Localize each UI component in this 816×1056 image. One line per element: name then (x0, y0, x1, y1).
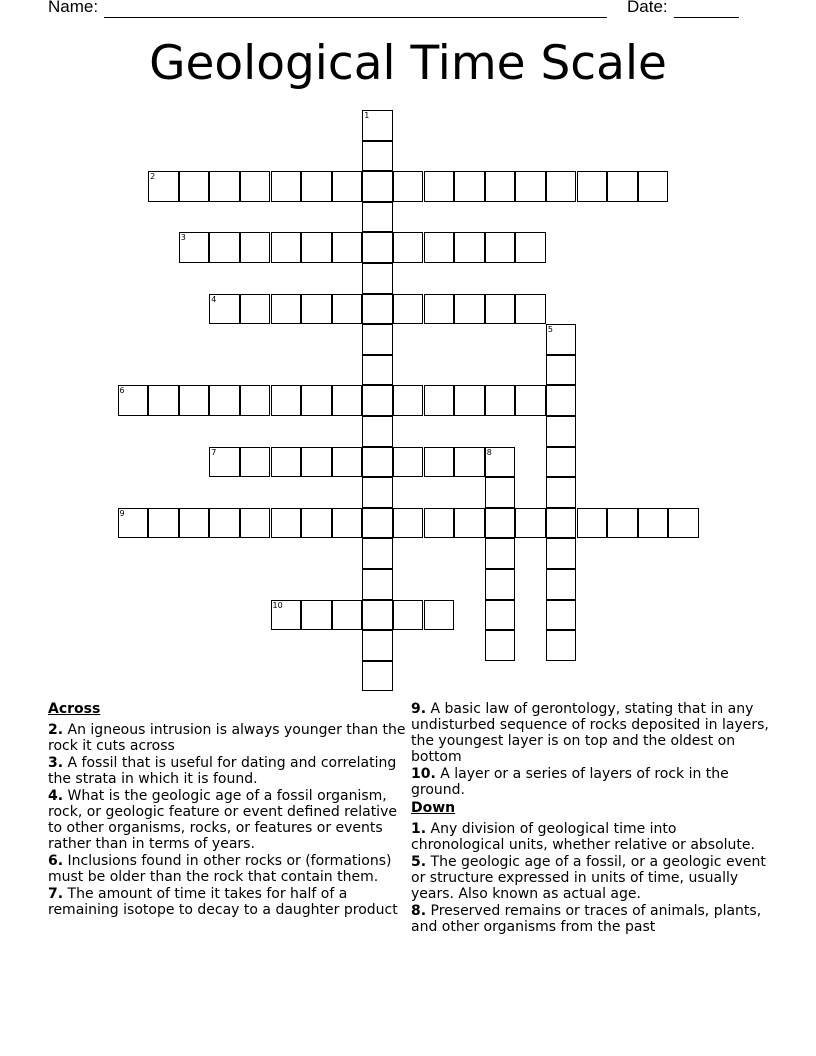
cell-number: 8 (486, 447, 492, 457)
crossword-cell[interactable] (209, 385, 240, 416)
crossword-cell[interactable] (638, 171, 669, 202)
crossword-cell[interactable] (148, 385, 179, 416)
crossword-cell[interactable] (209, 171, 240, 202)
crossword-cell[interactable] (271, 447, 302, 478)
crossword-cell[interactable] (424, 508, 455, 539)
crossword-cell[interactable] (424, 447, 455, 478)
crossword-cell[interactable] (301, 232, 332, 263)
crossword-cell[interactable] (546, 630, 577, 661)
crossword-cell[interactable] (454, 508, 485, 539)
crossword-cell[interactable] (515, 171, 546, 202)
crossword-cell[interactable] (179, 232, 210, 263)
across-clue (48, 788, 408, 852)
crossword-cell[interactable] (424, 171, 455, 202)
crossword-cell[interactable] (607, 171, 638, 202)
crossword-cell[interactable] (332, 171, 363, 202)
crossword-cell[interactable] (454, 447, 485, 478)
crossword-cell[interactable] (546, 171, 577, 202)
cell-number: 5 (547, 325, 553, 335)
crossword-cell[interactable] (362, 569, 393, 600)
clue-text: Inclusions found in other rocks or (formations) must be older than the rock that contain them. (48, 853, 392, 885)
name-label: Name: (48, 0, 99, 16)
crossword-cell[interactable] (362, 447, 393, 478)
crossword-cell[interactable] (393, 171, 424, 202)
crossword-cell[interactable] (362, 600, 393, 631)
crossword-cell[interactable] (515, 232, 546, 263)
cell-number: 4 (211, 294, 217, 304)
across-clue (48, 853, 408, 885)
cell-number: 7 (211, 447, 217, 457)
header (0, 0, 816, 24)
clue-number: 4. (48, 788, 64, 804)
page-title: Geological Time Scale (149, 36, 667, 91)
crossword-cell[interactable] (362, 385, 393, 416)
crossword-cell[interactable] (362, 355, 393, 386)
crossword-cell[interactable] (271, 385, 302, 416)
crossword-cell[interactable] (362, 263, 393, 294)
crossword-cell[interactable] (546, 447, 577, 478)
clue-text: Any division of geological time into chronological units, whether relative or absolute. (411, 821, 755, 853)
clue-text: What is the geologic age of a fossil organism, rock, or geologic feature or event defined relative to other organisms, rocks, or features or events rather than in terms of years. (48, 788, 397, 852)
crossword-cell[interactable] (546, 385, 577, 416)
crossword-cell[interactable] (515, 385, 546, 416)
crossword-cell[interactable] (240, 171, 271, 202)
crossword-cell[interactable] (209, 508, 240, 539)
across-clue (411, 701, 771, 765)
crossword-cell[interactable] (454, 232, 485, 263)
crossword-cell[interactable] (209, 232, 240, 263)
down-heading: Down (411, 800, 456, 816)
clue-number: 9. (411, 701, 427, 717)
crossword-cell[interactable] (485, 171, 516, 202)
crossword-cell[interactable] (148, 171, 179, 202)
crossword-cell[interactable] (393, 600, 424, 631)
crossword-cell[interactable] (515, 508, 546, 539)
crossword-cell[interactable] (454, 294, 485, 325)
clue-number: 10. (411, 766, 436, 782)
crossword-cell[interactable] (362, 661, 393, 692)
crossword-cell[interactable] (362, 202, 393, 233)
clues-left-column (48, 701, 408, 919)
crossword-cell[interactable] (485, 538, 516, 569)
crossword-cell[interactable] (301, 508, 332, 539)
cell-number: 9 (119, 508, 125, 518)
crossword-cell[interactable] (209, 294, 240, 325)
crossword-cell[interactable] (485, 477, 516, 508)
crossword-cell[interactable] (393, 385, 424, 416)
crossword-cell[interactable] (240, 385, 271, 416)
crossword-cell[interactable] (577, 508, 608, 539)
clue-text: A layer or a series of layers of rock in the ground. (411, 766, 729, 798)
crossword-cell[interactable] (179, 171, 210, 202)
crossword-cell[interactable] (393, 447, 424, 478)
clue-text: The geologic age of a fossil, or a geologic event or structure expressed in units of time, usually years. Also known as actual age. (411, 854, 766, 902)
across-clue (48, 755, 408, 787)
crossword-cell[interactable] (362, 110, 393, 141)
cell-number: 6 (119, 386, 125, 396)
crossword-cell[interactable] (546, 538, 577, 569)
crossword-cell[interactable] (485, 508, 516, 539)
cell-number: 2 (150, 172, 156, 182)
crossword-cell[interactable] (424, 385, 455, 416)
name-field[interactable] (104, 17, 607, 18)
crossword-cell[interactable] (179, 385, 210, 416)
crossword-cell[interactable] (362, 171, 393, 202)
across-heading: Across (48, 701, 101, 717)
crossword-cell[interactable] (485, 385, 516, 416)
crossword-cell[interactable] (332, 600, 363, 631)
crossword-cell[interactable] (301, 447, 332, 478)
down-clue-list (411, 821, 771, 935)
crossword-cell[interactable] (301, 294, 332, 325)
crossword-cell[interactable] (424, 294, 455, 325)
crossword-cell[interactable] (240, 294, 271, 325)
crossword-cell[interactable] (240, 508, 271, 539)
crossword-cell[interactable] (485, 294, 516, 325)
clue-text: A basic law of gerontology, stating that in any undisturbed sequence of rocks deposited in layers, the youngest layer is on top and the oldest on bottom (411, 701, 769, 765)
crossword-cell[interactable] (454, 385, 485, 416)
cell-number: 1 (364, 111, 370, 120)
clue-number: 6. (48, 853, 64, 869)
crossword-cell[interactable] (332, 508, 363, 539)
crossword-cell[interactable] (332, 447, 363, 478)
crossword-cell[interactable] (301, 600, 332, 631)
crossword-cell[interactable] (118, 385, 149, 416)
crossword-cell[interactable] (546, 324, 577, 355)
crossword-cell[interactable] (240, 232, 271, 263)
clue-number: 5. (411, 854, 427, 870)
crossword-cell[interactable] (332, 294, 363, 325)
crossword-cell[interactable] (515, 294, 546, 325)
crossword-cell[interactable] (424, 600, 455, 631)
crossword-cell[interactable] (271, 171, 302, 202)
across-clue (48, 722, 408, 754)
crossword-cell[interactable] (362, 508, 393, 539)
crossword-cell[interactable] (393, 294, 424, 325)
across-clue (411, 766, 771, 798)
clue-number: 3. (48, 755, 64, 771)
crossword-cell[interactable] (179, 508, 210, 539)
crossword-cell[interactable] (485, 630, 516, 661)
crossword-cell[interactable] (332, 232, 363, 263)
crossword-cell[interactable] (362, 630, 393, 661)
crossword-cell[interactable] (546, 355, 577, 386)
crossword-cell[interactable] (240, 447, 271, 478)
down-clue (411, 903, 771, 935)
crossword-cell[interactable] (577, 171, 608, 202)
crossword-cell[interactable] (362, 294, 393, 325)
clue-text: The amount of time it takes for half of a remaining isotope to decay to a daughter product (48, 886, 398, 918)
crossword-cell[interactable] (362, 416, 393, 447)
crossword-cell[interactable] (393, 508, 424, 539)
crossword-cell[interactable] (362, 477, 393, 508)
crossword-cell[interactable] (546, 416, 577, 447)
crossword-cell[interactable] (485, 232, 516, 263)
clue-text: An igneous intrusion is always younger than the rock it cuts across (48, 722, 406, 754)
crossword-cell[interactable] (546, 569, 577, 600)
crossword-cell[interactable] (148, 508, 179, 539)
date-field[interactable] (674, 17, 739, 18)
crossword-cell[interactable] (271, 294, 302, 325)
across-clue-list-continued (411, 701, 771, 798)
crossword-cell[interactable] (362, 232, 393, 263)
crossword-cell[interactable] (424, 232, 455, 263)
date-label: Date: (627, 0, 668, 16)
across-clue (48, 886, 408, 918)
crossword-cell[interactable] (546, 477, 577, 508)
crossword-cell[interactable] (485, 447, 516, 478)
down-clue (411, 821, 771, 853)
clues-right-column (411, 701, 771, 936)
clue-text: Preserved remains or traces of animals, plants, and other organisms from the past (411, 903, 762, 935)
crossword-cell[interactable] (362, 538, 393, 569)
clue-number: 7. (48, 886, 64, 902)
crossword-cell[interactable] (271, 600, 302, 631)
crossword-cell[interactable] (485, 569, 516, 600)
crossword-cell[interactable] (301, 171, 332, 202)
crossword-cell[interactable] (454, 171, 485, 202)
clue-number: 2. (48, 722, 64, 738)
crossword-cell[interactable] (638, 508, 669, 539)
crossword-cell[interactable] (607, 508, 638, 539)
crossword-cell[interactable] (362, 141, 393, 172)
crossword-cell[interactable] (362, 324, 393, 355)
across-clue-list (48, 722, 408, 918)
crossword-cell[interactable] (485, 600, 516, 631)
clue-number: 8. (411, 903, 427, 919)
crossword-cell[interactable] (118, 508, 149, 539)
cell-number: 10 (272, 600, 283, 610)
crossword-cell[interactable] (209, 447, 240, 478)
crossword-cell[interactable] (332, 385, 363, 416)
clue-text: A fossil that is useful for dating and correlating the strata in which it is found. (48, 755, 397, 787)
crossword-cell[interactable] (301, 385, 332, 416)
crossword-cell[interactable] (271, 508, 302, 539)
crossword-cell[interactable] (271, 232, 302, 263)
crossword-cell[interactable] (668, 508, 699, 539)
cell-number: 3 (180, 233, 186, 243)
crossword-cell[interactable] (546, 600, 577, 631)
crossword-cell[interactable] (393, 232, 424, 263)
down-clue (411, 854, 771, 902)
crossword-cell[interactable] (546, 508, 577, 539)
clue-number: 1. (411, 821, 427, 837)
